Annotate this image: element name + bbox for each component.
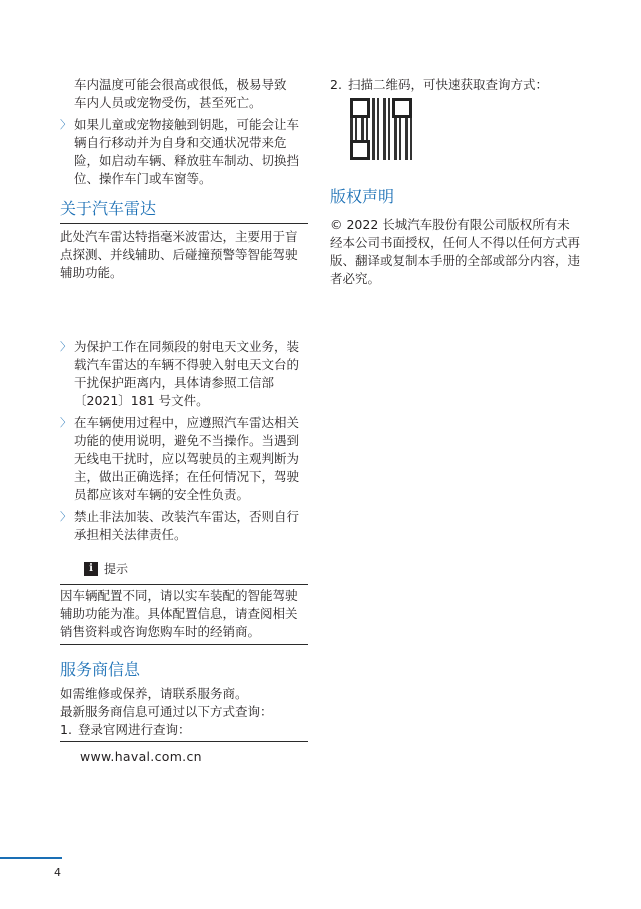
radar-bullet-2 bbox=[60, 414, 308, 504]
radar-description: 此处汽车雷达特指毫米波雷达，主要用于盲点探测、并线辅助、后碰撞预警等智能驾驶辅助功能。 bbox=[60, 229, 298, 280]
section-title-dealer: 服务商信息 bbox=[60, 660, 141, 679]
step-number: 1. bbox=[60, 722, 72, 737]
bullet-text: 在车辆使用过程中，应遵照汽车雷达相关功能的使用说明，避免不当操作。当遇到无线电干扰时，应以驾驶员的主观判断为主，做出正确选择；在任何情况下，驾驶员都应该对车辆的安全性负责。 bbox=[74, 415, 300, 502]
step-number: 2. bbox=[330, 77, 342, 92]
footer-divider bbox=[0, 857, 62, 859]
step-text: 扫描二维码，可快速获取查询方式： bbox=[347, 77, 548, 92]
bullet-text: 禁止非法加装、改装汽车雷达，否则自行承担相关法律责任。 bbox=[74, 509, 300, 542]
tip-label: 提示 bbox=[104, 562, 129, 576]
section-title-radar: 关于汽车雷达 bbox=[60, 198, 308, 224]
tip-text: 因车辆配置不同，请以实车装配的智能驾驶辅助功能为准。具体配置信息，请查阅相关销售资料或咨询您购车时的经销商。 bbox=[60, 588, 298, 639]
radar-bullet-3 bbox=[60, 508, 308, 544]
dealer-line-1: 如需维修或保养，请联系服务商。 bbox=[60, 686, 248, 701]
intro-line-2: 车内人员或宠物受伤，甚至死亡。 bbox=[74, 95, 262, 110]
chevron-right-icon: 〉 bbox=[60, 118, 71, 131]
bullet-text: 如果儿童或宠物接触到钥匙，可能会让车辆自行移动并为自身和交通状况带来危险，如启动车辆、释放驻车制动、切换挡位、操作车门或车窗等。 bbox=[74, 117, 300, 186]
info-icon: i bbox=[84, 562, 98, 576]
tip-section bbox=[60, 560, 308, 645]
radar-bullet-1 bbox=[60, 338, 308, 410]
dealer-line-2: 最新服务商信息可通过以下方式查询： bbox=[60, 704, 273, 719]
section-title-copyright: 版权声明 bbox=[330, 187, 395, 206]
step-2 bbox=[330, 76, 580, 94]
tip-header bbox=[84, 560, 308, 578]
copyright-text: © 2022 长城汽车股份有限公司版权所有未经本公司书面授权，任何人不得以任何方式再版、翻译或复制本手册的全部或部分内容，违者必究。 bbox=[330, 217, 581, 286]
qr-code-icon bbox=[350, 98, 412, 160]
right-column bbox=[330, 76, 580, 288]
warning-bullet-children bbox=[60, 116, 308, 188]
step-text: 登录官网进行查询： bbox=[77, 722, 191, 737]
left-column bbox=[60, 76, 308, 766]
step-1 bbox=[60, 721, 308, 742]
bullet-text: 为保护工作在同频段的射电天文业务，装载汽车雷达的车辆不得驶入射电天文台的干扰保护距离内，具体请参照工信部〔2021〕181 号文件。 bbox=[74, 339, 300, 408]
chevron-right-icon: 〉 bbox=[60, 340, 71, 353]
intro-line-1: 车内温度可能会很高或很低，极易导致 bbox=[74, 77, 287, 92]
chevron-right-icon: 〉 bbox=[60, 416, 71, 429]
page-number: 4 bbox=[54, 866, 61, 879]
chevron-right-icon: 〉 bbox=[60, 510, 71, 523]
tip-box bbox=[60, 584, 308, 645]
official-website-link[interactable]: www.haval.com.cn bbox=[80, 749, 202, 764]
